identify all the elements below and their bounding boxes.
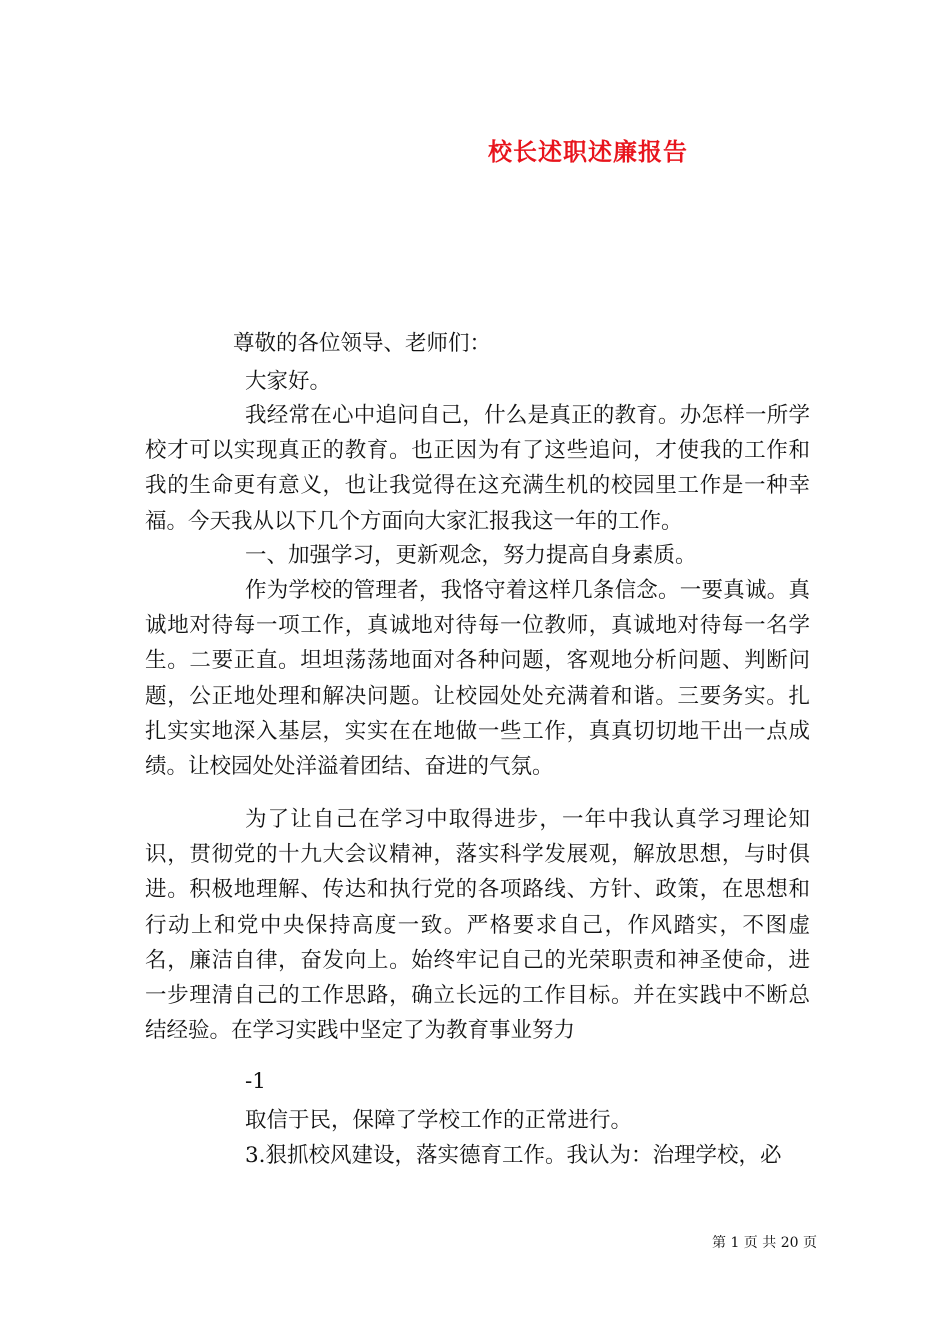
paragraph-beliefs: 作为学校的管理者，我恪守着这样几条信念。一要真诚。真诚地对待每一项工作，真诚地对待每一位教师，真诚地对待每一名学生。二要正直。坦坦荡荡地面对各种问题，客观地分析问题、判断问题，公正地处理和解决问题。让校园处处充满着和谐。三要务实。扎扎实实地深入基层，实实在在地做一些工作，真真切切地干出一点成绩。让校园处处洋溢着团结、奋进的气氛。 [145, 578, 810, 780]
paragraph-school-culture: 3.狠抓校风建设，落实德育工作。我认为：治理学校，必 [245, 1143, 782, 1168]
paragraph-intro: 我经常在心中追问自己，什么是真正的教育。办怎样一所学校才可以实现真正的教育。也正因为有了这些追问，才使我的工作和我的生命更有意义，也让我觉得在这充满生机的校园里工作是一种幸福。今天我从以下几个方面向大家汇报我这一年的工作。 [145, 403, 810, 534]
paragraph-continuation: 取信于民，保障了学校工作的正常进行。 [245, 1108, 633, 1133]
section-heading-1: 一、加强学习，更新观念，努力提高自身素质。 [245, 543, 697, 568]
page-number-footer: 第 1 页 共 20 页 [712, 1235, 817, 1251]
greeting-line: 尊敬的各位领导、老师们： [233, 331, 492, 356]
page-marker: -1 [245, 1069, 266, 1094]
hello-line: 大家好。 [245, 369, 332, 394]
document-title: 校长述职述廉报告 [488, 137, 688, 166]
paragraph-study: 为了让自己在学习中取得进步，一年中我认真学习理论知识，贯彻党的十九大会议精神，落实科学发展观，解放思想，与时俱进。积极地理解、传达和执行党的各项路线、方针、政策，在思想和行动上和党中央保持高度一致。严格要求自己，作风踏实，不图虚名，廉洁自律，奋发向上。始终牢记自己的光荣职责和神圣使命，进一步理清自己的工作思路，确立长远的工作目标。并在实践中不断总结经验。在学习实践中坚定了为教育事业努力 [145, 807, 810, 1044]
